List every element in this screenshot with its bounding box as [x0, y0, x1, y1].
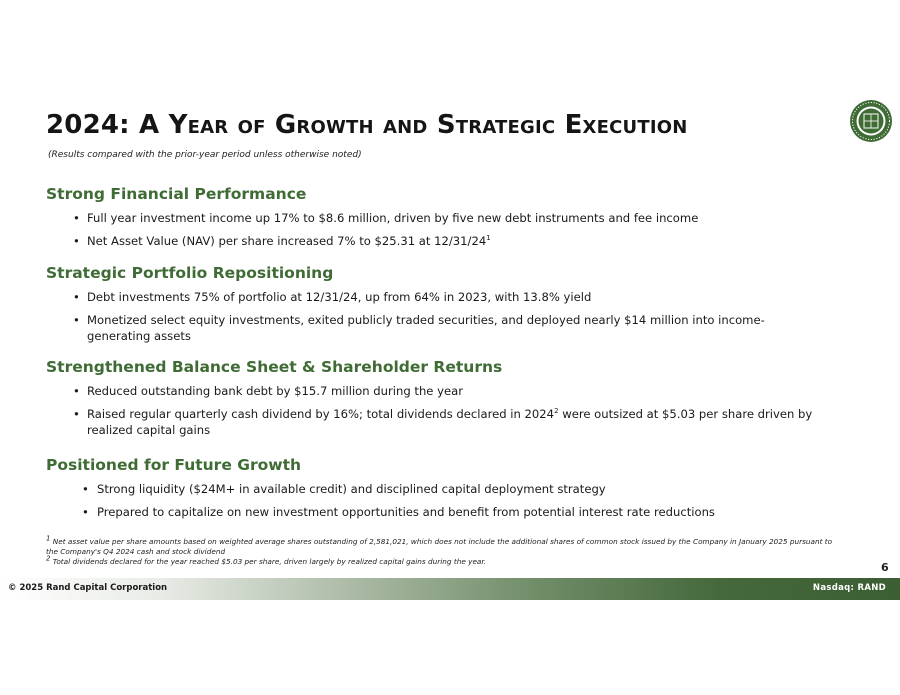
list-item: • Debt investments 75% of portfolio at 12/31/24, up from 64% in 2023, with 13.8% yield — [46, 289, 866, 305]
page-subtitle: (Results compared with the prior-year period unless otherwise noted) — [48, 150, 362, 160]
rand-capital-seal-icon — [849, 99, 893, 143]
list-item: • Prepared to capitalize on new investment opportunities and benefit from potential interest rate reductions — [46, 504, 866, 520]
list-item: • Monetized select equity investments, exited publicly traded securities, and deployed nearly $14 million into income-generating assets — [46, 312, 782, 344]
list-item: • Full year investment income up 17% to $8.6 million, driven by five new debt instruments and fee income — [46, 210, 866, 226]
section-heading: Strong Financial Performance — [46, 185, 307, 203]
footnote-ref: 2 — [554, 407, 559, 416]
section-portfolio-repositioning — [46, 264, 866, 344]
page-number: 6 — [881, 561, 889, 574]
list-item: • Strong liquidity ($24M+ in available credit) and disciplined capital deployment strategy — [46, 481, 866, 497]
footnote: $^2$ Total dividends declared for the year reached $5.03 per share, driven largely by realized capital gains during the year. — [46, 554, 487, 566]
footnote: $^1$ Net asset value per share amounts based on weighted average shares outstanding of 2,581,021, which does not include the additional shares of common stock issued by the Company in January 2025 pursuant to the Company's Q4 2024 cash and stock dividend — [46, 534, 833, 556]
section-heading: Strategic Portfolio Repositioning — [46, 264, 334, 282]
list-item: • Net Asset Value (NAV) per share increased 7% to $25.31 at $12/31/24^1$ — [46, 233, 866, 249]
bullet-list — [46, 481, 866, 520]
ticker-symbol: Nasdaq: RAND — [812, 583, 886, 593]
list-item: • Reduced outstanding bank debt by $15.7 million during the year — [46, 383, 866, 399]
section-future-growth — [46, 456, 866, 520]
copyright-text: © 2025 Rand Capital Corporation — [8, 583, 168, 593]
page-title: 2024: A Year of Growth and Strategic Execution — [46, 110, 688, 140]
section-heading: Positioned for Future Growth — [46, 456, 302, 474]
footnotes — [46, 534, 836, 567]
section-heading: Strengthened Balance Sheet & Shareholder Returns — [46, 358, 503, 376]
section-financial-performance — [46, 185, 866, 249]
footnote-ref: 1 — [486, 234, 491, 243]
bullet-list — [46, 383, 866, 438]
footer-bar — [0, 578, 900, 600]
list-item: • Raised regular quarterly cash dividend by 16%; total dividends declared in 2024$^2$ were outsized at $5.03 per share driven by realized capital gains — [46, 406, 822, 438]
bullet-list — [46, 289, 866, 344]
section-balance-sheet — [46, 358, 866, 438]
bullet-list — [46, 210, 866, 249]
